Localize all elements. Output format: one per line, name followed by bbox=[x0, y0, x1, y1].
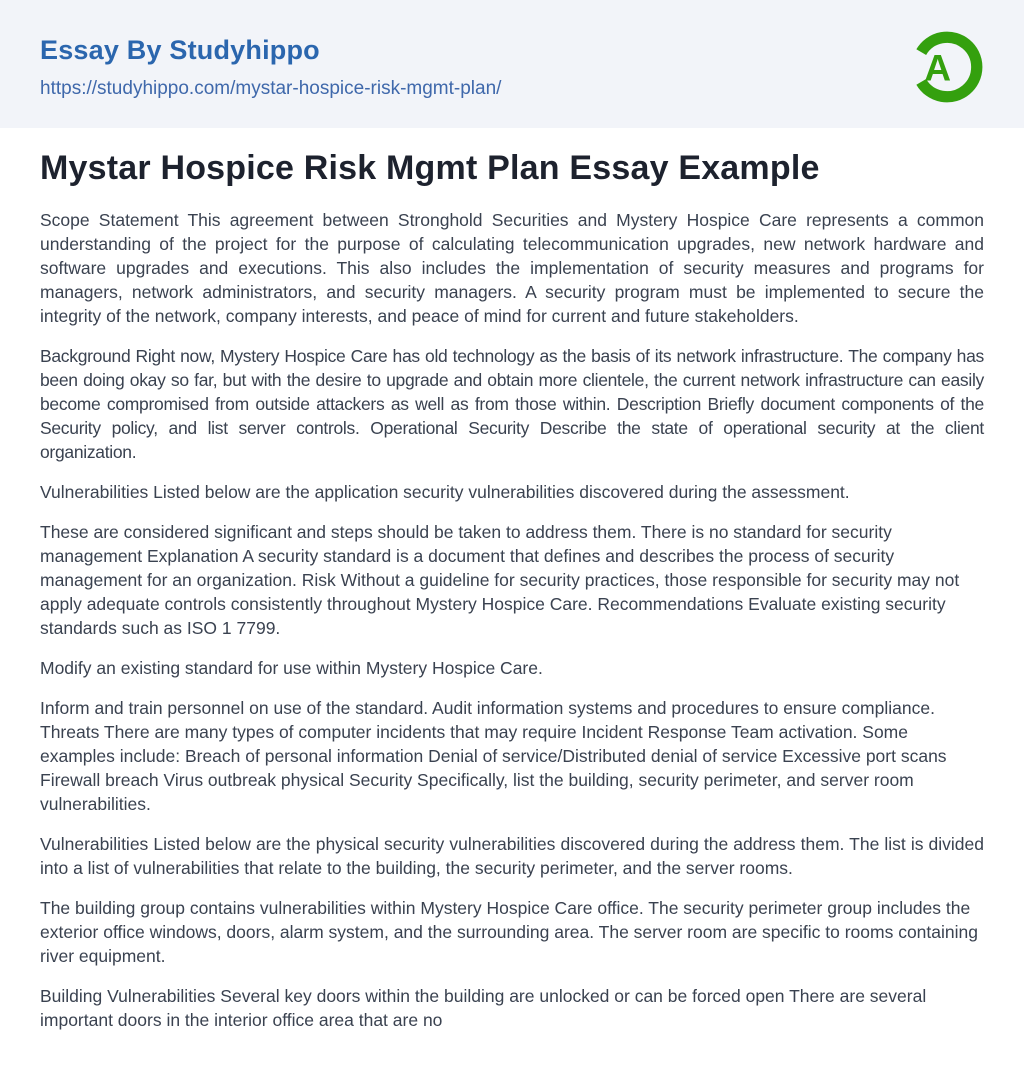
header-text-block bbox=[40, 35, 501, 100]
essay-paragraph-2: Background Right now, Mystery Hospice Care has old technology as the basis of its network infrastructure. The company has been doing okay so far, but with the desire to upgrade and obtain more clientele, the current network infrastructure can easily become compromised from outside attackers as well as from those within. Description Briefly document components of the Security policy, and list server controls. Operational Security Describe the state of operational security at the client organization. bbox=[40, 346, 984, 462]
site-byline: Essay By Studyhippo bbox=[40, 34, 320, 65]
essay-content bbox=[0, 128, 1024, 1072]
logo-arc-icon bbox=[908, 28, 986, 106]
essay-paragraph-3: Vulnerabilities Listed below are the application security vulnerabilities discovered during the assessment. bbox=[40, 482, 850, 502]
logo-letter: A bbox=[924, 47, 952, 89]
essay-paragraph-1: Scope Statement This agreement between Stronghold Securities and Mystery Hospice Care represents a common understanding of the project for the purpose of calculating telecommunication upgrades, new network hardware and software upgrades and executions. This also includes the implementation of security measures and programs for managers, network administrators, and security managers. A security program must be implemented to secure the integrity of the network, company interests, and peace of mind for current and future stakeholders. bbox=[40, 210, 984, 326]
site-header bbox=[0, 0, 1024, 128]
essay-paragraph-8: The building group contains vulnerabilities within Mystery Hospice Care office. The security perimeter group includes the exterior office windows, doors, alarm system, and the surrounding area. The server room are specific to rooms containing river equipment. bbox=[40, 898, 978, 966]
essay-paragraph-4: These are considered significant and steps should be taken to address them. There is no standard for security management Explanation A security standard is a document that defines and describes the process of security management for an organization. Risk Without a guideline for security practices, those responsible for security may not apply adequate controls consistently throughout Mystery Hospice Care. Recommendations Evaluate existing security standards such as ISO 1 7799. bbox=[40, 522, 960, 638]
studyhippo-logo bbox=[908, 28, 986, 106]
essay-paragraph-7: Vulnerabilities Listed below are the physical security vulnerabilities discovered during the address them. The list is divided into a list of vulnerabilities that relate to the building, the security perimeter, and the server rooms. bbox=[40, 834, 984, 878]
essay-paragraph-5: Modify an existing standard for use within Mystery Hospice Care. bbox=[40, 658, 543, 678]
essay-url-link[interactable]: https://studyhippo.com/mystar-hospice-risk-mgmt-plan/ bbox=[40, 77, 502, 99]
essay-paragraph-9: Building Vulnerabilities Several key doors within the building are unlocked or can be forced open There are several important doors in the interior office area that are no bbox=[40, 986, 927, 1030]
essay-title: Mystar Hospice Risk Mgmt Plan Essay Example bbox=[40, 149, 820, 187]
essay-paragraph-6: Inform and train personnel on use of the standard. Audit information systems and procedures to ensure compliance. Threats There are many types of computer incidents that may require Incident Response Team activation. Some examples include: Breach of personal information Denial of service/Distributed denial of service Excessive port scans Firewall breach Virus outbreak physical Security Specifically, list the building, security perimeter, and server room vulnerabilities. bbox=[40, 698, 947, 814]
